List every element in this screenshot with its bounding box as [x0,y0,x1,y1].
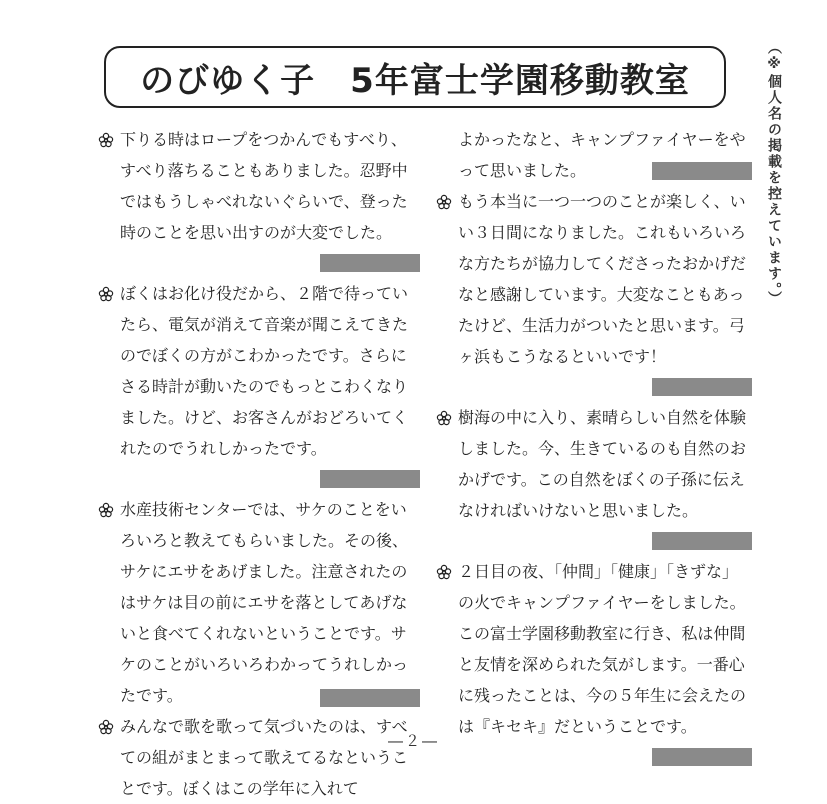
flower-bullet-icon [98,502,114,518]
essay-entry [438,124,752,180]
redacted-name [320,470,420,488]
redacted-name [652,162,752,180]
essay-entry [438,186,752,396]
entry-text: 下りる時はロープをつかんでもすべり、すべり落ちることもありました。忍野中ではもうしゃべれないぐらいで、登った時のことを思い出すのが大変でした。 [120,130,408,242]
entry-text: 水産技術センターでは、サケのことをいろいろと教えてもらいました。その後、サケにエサをあげました。注意されたのはサケは目の前にエサを落としてあげないと食べてくれないということです。サケのことがいろいろわかってうれしかったです。 [120,500,409,705]
entry-text: ぼくはお化け役だから、２階で待っていたら、電気が消えて音楽が聞こえてきたのでぼくの方がこわかったです。さらにさる時計が動いたのでもっとこわくなりました。けど、お客さんがおどろいてくれたのでうれしかったです。 [120,284,409,458]
essay-entry [100,494,420,707]
essay-entry [438,402,752,550]
privacy-note: （※個人名の掲載を控えています。） [766,40,782,307]
redacted-name [652,532,752,550]
title-banner [104,46,726,108]
entry-text: よかったなと、キャンプファイヤーをやって思いました。 [458,130,746,180]
essay-entry [100,711,420,804]
page-title: のびゆく子 5年富士学園移動教室 [140,60,690,101]
flower-bullet-icon [98,132,114,148]
right-column [438,124,752,766]
flower-bullet-icon [436,410,452,426]
redacted-name [320,254,420,272]
flower-bullet-icon [436,194,452,210]
entry-text: ２日目の夜、「仲間」「健康」「きずな」の火でキャンプファイヤーをしました。この富士学園移動教室に行き、私は仲間と友情を深められた気がします。一番心に残ったことは、今の５年生に会えたのは『キセキ』だということです。 [458,562,747,736]
flower-bullet-icon [436,564,452,580]
page-number: ―２― [387,732,439,750]
entry-text: もう本当に一つ一つのことが楽しく、いい３日間になりました。これもいろいろな方たちが協力してくださったおかげだなと感謝しています。大変なこともあったけど、生活力がついたと思います。弓ヶ浜もこうなるといいです！ [458,192,747,366]
redacted-name [320,689,420,707]
essay-entry [100,278,420,488]
entry-text: みんなで歌を歌って気づいたのは、すべての組がまとまって歌えてるなということです。ぼくはこの学年に入れて [120,717,409,798]
redacted-name [652,378,752,396]
entry-text: 樹海の中に入り、素晴らしい自然を体験しました。今、生きているのも自然のおかげです。この自然をぼくの子孫に伝えなければいけないと思いました。 [458,408,747,520]
flower-bullet-icon [98,286,114,302]
left-column [100,124,420,804]
essay-entry [100,124,420,272]
